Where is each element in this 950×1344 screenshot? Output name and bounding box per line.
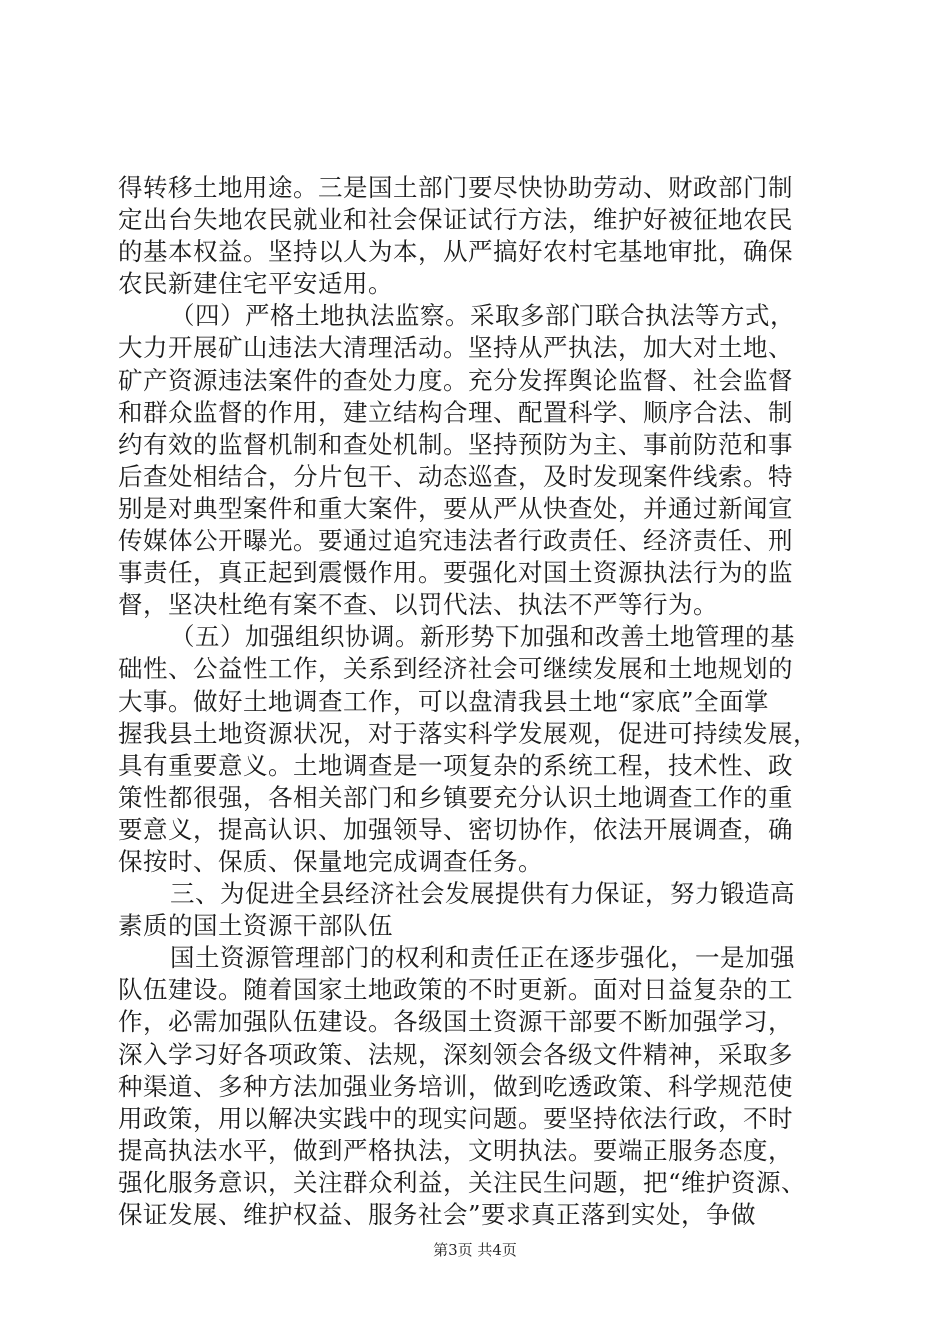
text-line: 事责任，真正起到震慑作用。要强化对国土资源执法行为的监 bbox=[118, 558, 793, 588]
text-line: 约有效的监督机制和查处机制。坚持预防为主、事前防范和事 bbox=[118, 429, 793, 459]
text-line: 传媒体公开曝光。要通过追究违法者行政责任、经济责任、刑 bbox=[118, 526, 793, 556]
text-line: （四）严格土地执法监察。采取多部门联合执法等方式， bbox=[170, 301, 795, 331]
text-line: 深入学习好各项政策、法规，深刻领会各级文件精神，采取多 bbox=[118, 1039, 793, 1069]
text-line: 矿产资源违法案件的查处力度。充分发挥舆论监督、社会监督 bbox=[118, 365, 793, 395]
text-line: 作，必需加强队伍建设。各级国土资源干部要不断加强学习， bbox=[118, 1007, 793, 1037]
text-line: 保按时、保质、保量地完成调查任务。 bbox=[118, 846, 543, 876]
text-line: 队伍建设。随着国家土地政策的不时更新。面对日益复杂的工 bbox=[118, 975, 793, 1005]
page-footer: 第3页 共4页 bbox=[433, 1241, 517, 1259]
text-line: 具有重要意义。土地调查是一项复杂的系统工程，技术性、政 bbox=[118, 750, 793, 780]
text-line: 提高执法水平，做到严格执法，文明执法。要端正服务态度， bbox=[118, 1135, 793, 1165]
text-line: 强化服务意识，关注群众利益，关注民生问题，把“维护资源、 bbox=[118, 1167, 807, 1197]
text-line: 别是对典型案件和重大案件，要从严从快查处，并通过新闻宣 bbox=[118, 493, 793, 523]
text-line: 握我县土地资源状况，对于落实科学发展观，促进可持续发展， bbox=[118, 718, 818, 748]
text-line: 和群众监督的作用，建立结构合理、配置科学、顺序合法、制 bbox=[118, 397, 793, 427]
text-line: 策性都很强，各相关部门和乡镇要充分认识土地调查工作的重 bbox=[118, 782, 793, 812]
text-line: 国土资源管理部门的权利和责任正在逐步强化，一是加强 bbox=[170, 943, 795, 973]
text-line: 的基本权益。坚持以人为本，从严搞好农村宅基地审批，确保 bbox=[118, 237, 793, 267]
text-line: 大事。做好土地调查工作，可以盘清我县土地“家底”全面掌 bbox=[118, 686, 770, 716]
text-line: 农民新建住宅平安适用。 bbox=[118, 269, 393, 299]
text-line: 后查处相结合，分片包干、动态巡查，及时发现案件线索。特 bbox=[118, 461, 793, 491]
text-line: 素质的国土资源干部队伍 bbox=[118, 911, 393, 941]
text-line: 大力开展矿山违法大清理活动。坚持从严执法，加大对土地、 bbox=[118, 333, 793, 363]
text-line: 督，坚决杜绝有案不查、以罚代法、执法不严等行为。 bbox=[118, 590, 718, 620]
text-line: 种渠道、多种方法加强业务培训，做到吃透政策、科学规范使 bbox=[118, 1071, 793, 1101]
text-line: 定出台失地农民就业和社会保证试行方法，维护好被征地农民 bbox=[118, 205, 793, 235]
text-line: 三、为促进全县经济社会发展提供有力保证，努力锻造高 bbox=[170, 879, 795, 909]
text-line: （五）加强组织协调。新形势下加强和改善土地管理的基 bbox=[170, 622, 795, 652]
document-body bbox=[118, 172, 838, 1231]
text-line: 要意义，提高认识、加强领导、密切协作，依法开展调查，确 bbox=[118, 814, 793, 844]
text-line: 用政策，用以解决实践中的现实问题。要坚持依法行政，不时 bbox=[118, 1103, 793, 1133]
text-line: 础性、公益性工作，关系到经济社会可继续发展和土地规划的 bbox=[118, 654, 793, 684]
text-line: 保证发展、维护权益、服务社会”要求真正落到实处，争做 bbox=[118, 1200, 757, 1229]
text-line: 得转移土地用途。三是国土部门要尽快协助劳动、财政部门制 bbox=[118, 173, 793, 202]
